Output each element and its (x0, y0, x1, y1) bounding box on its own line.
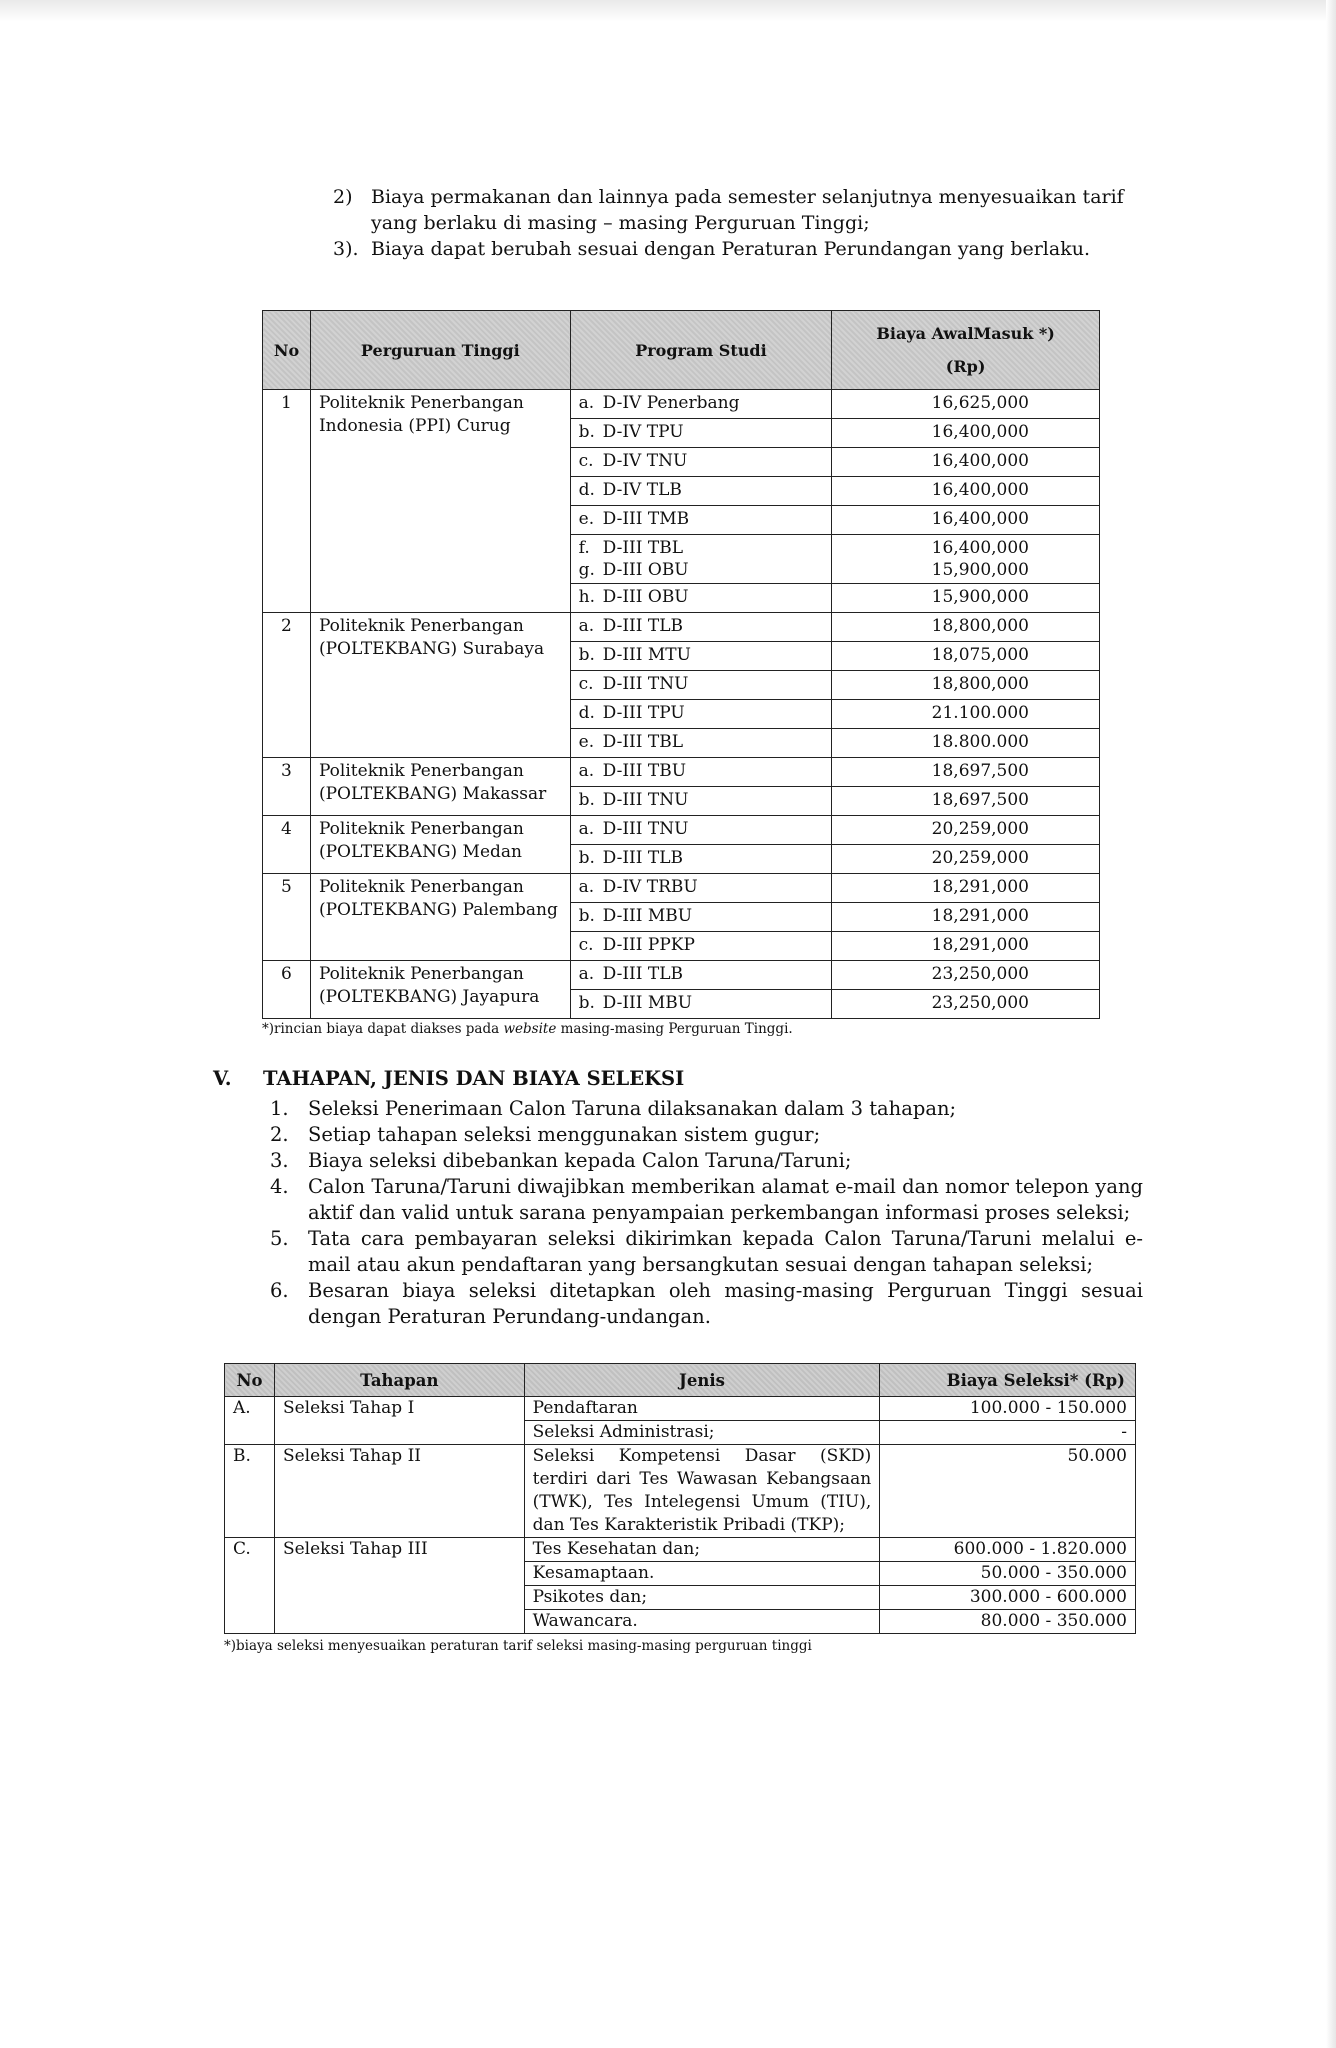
program-name: D-III MBU (602, 993, 693, 1013)
amount-value: 15,900,000 (931, 587, 1029, 607)
stage-number: B. (225, 1445, 275, 1538)
biaya-awal (832, 758, 1100, 787)
program-line (579, 934, 824, 956)
amount-value: 16,400,000 (931, 538, 1029, 558)
table-header-row (225, 1364, 1136, 1397)
selection-fee: 600.000 - 1.820.000 (880, 1538, 1136, 1562)
perguruan-tinggi: Politeknik Penerbangan Indonesia (PPI) Curug (310, 390, 570, 613)
header-biaya-label: Biaya AwalMasuk *) (876, 324, 1055, 343)
table2-footnote: *)biaya seleksi menyesuaikan peraturan tarif seleksi masing-masing perguruan tinggi (224, 1638, 812, 1654)
list-item-number: 3. (270, 1149, 289, 1172)
program-line (579, 392, 824, 414)
header-biaya (832, 311, 1100, 390)
program-studi (570, 961, 832, 990)
program-label: a. (578, 393, 595, 413)
amount-value: 15,900,000 (931, 560, 1029, 580)
table-header-row (263, 311, 1100, 390)
biaya-awal (832, 584, 1100, 613)
selection-fee-table (224, 1363, 1136, 1634)
table-row (263, 874, 1100, 903)
program-studi (570, 816, 832, 845)
list-item (270, 1122, 1143, 1148)
program-name: D-III TLB (602, 964, 684, 984)
amount-value: 23,250,000 (931, 964, 1029, 984)
header-perguruan-tinggi: Perguruan Tinggi (310, 311, 570, 390)
biaya-awal (832, 932, 1100, 961)
list-item-text: Calon Taruna/Taruni diwajibkan memberikan alamat e-mail dan nomor telepon yang aktif dan valid untuk sarana penyampaian perkembangan informasi proses seleksi; (308, 1175, 1143, 1224)
intro-item (333, 184, 1133, 236)
program-label: e. (578, 732, 595, 752)
amount-value: 18.800.000 (931, 732, 1029, 752)
biaya-awal (832, 990, 1100, 1019)
list-item (270, 1174, 1143, 1226)
perguruan-tinggi: Politeknik Penerbangan (POLTEKBANG) Jayapura (310, 961, 570, 1019)
program-studi (570, 642, 832, 671)
selection-type: Psikotes dan; (524, 1586, 880, 1610)
row-number: 5 (263, 874, 311, 961)
amount-value: 23,250,000 (931, 993, 1029, 1013)
program-name: D-IV TRBU (602, 877, 698, 897)
program-label: b. (578, 790, 595, 810)
amount-value: 18,075,000 (931, 645, 1029, 665)
table-row (225, 1445, 1136, 1538)
list-item-number: 2. (270, 1123, 289, 1146)
table-row (225, 1538, 1136, 1562)
program-line (579, 702, 824, 724)
biaya-awal (832, 613, 1100, 642)
perguruan-tinggi: Politeknik Penerbangan (POLTEKBANG) Palembang (310, 874, 570, 961)
program-name: D-III TBL (602, 538, 684, 558)
table-row (263, 390, 1100, 419)
biaya-awal (832, 448, 1100, 477)
biaya-awal (832, 816, 1100, 845)
section-heading: TAHAPAN, JENIS DAN BIAYA SELEKSI (263, 1067, 685, 1090)
intro-item-number: 3). (333, 238, 359, 260)
section-v (213, 1067, 1143, 1330)
program-line (579, 789, 824, 811)
selection-fee: 50.000 - 350.000 (880, 1562, 1136, 1586)
program-label: a. (578, 819, 595, 839)
program-name: D-III TLB (602, 848, 684, 868)
program-label: b. (578, 906, 595, 926)
program-name: D-III TLB (602, 616, 684, 636)
program-line (579, 760, 824, 782)
section-title (213, 1067, 1143, 1090)
program-studi (570, 990, 832, 1019)
table-row (263, 613, 1100, 642)
program-name: D-III TNU (602, 790, 689, 810)
program-name: D-III MBU (602, 906, 693, 926)
program-studi (570, 671, 832, 700)
selection-fee: 50.000 (880, 1445, 1136, 1538)
program-studi (570, 584, 832, 613)
program-name: D-III OBU (602, 587, 689, 607)
table-row (263, 961, 1100, 990)
program-label: a. (578, 877, 595, 897)
section-list (213, 1096, 1143, 1330)
program-line (579, 731, 824, 753)
stage-number: C. (225, 1538, 275, 1634)
program-label: b. (578, 993, 595, 1013)
selection-fee: 80.000 - 350.000 (880, 1610, 1136, 1634)
perguruan-tinggi: Politeknik Penerbangan (POLTEKBANG) Surabaya (310, 613, 570, 758)
list-item-number: 1. (270, 1097, 289, 1120)
biaya-awal (832, 700, 1100, 729)
amount-value: 18,291,000 (931, 877, 1029, 897)
selection-fee: 100.000 - 150.000 (880, 1397, 1136, 1421)
row-number: 3 (263, 758, 311, 816)
program-label: g. (578, 560, 595, 580)
program-line (579, 450, 824, 472)
program-studi (570, 787, 832, 816)
biaya-awal (832, 874, 1100, 903)
program-line (579, 479, 824, 501)
amount-value: 16,400,000 (931, 480, 1029, 500)
amount-value: 16,400,000 (931, 422, 1029, 442)
program-name: D-III TNU (602, 819, 689, 839)
row-number: 6 (263, 961, 311, 1019)
program-studi (570, 535, 832, 584)
list-item-text: Besaran biaya seleksi ditetapkan oleh masing-masing Perguruan Tinggi sesuai dengan Peraturan Perundang-undangan. (308, 1279, 1143, 1328)
list-item (270, 1096, 1143, 1122)
header-tahapan: Tahapan (274, 1364, 524, 1397)
perguruan-tinggi: Politeknik Penerbangan (POLTEKBANG) Medan (310, 816, 570, 874)
biaya-awal (832, 787, 1100, 816)
selection-type: Wawancara. (524, 1610, 880, 1634)
program-name: D-III TBL (602, 732, 684, 752)
header-biaya-seleksi: Biaya Seleksi* (Rp) (880, 1364, 1136, 1397)
program-label: c. (578, 674, 594, 694)
selection-type: Kesamaptaan. (524, 1562, 880, 1586)
program-line (579, 559, 824, 581)
header-program-studi: Program Studi (570, 311, 832, 390)
program-label: b. (578, 422, 595, 442)
list-item-number: 6. (270, 1279, 289, 1302)
program-label: e. (578, 509, 595, 529)
program-label: d. (578, 703, 595, 723)
program-label: a. (578, 964, 595, 984)
biaya-awal (832, 390, 1100, 419)
amount-value: 18,800,000 (931, 674, 1029, 694)
program-label: b. (578, 645, 595, 665)
program-label: d. (578, 480, 595, 500)
program-studi (570, 932, 832, 961)
program-name: D-III TPU (602, 703, 685, 723)
intro-list (333, 184, 1133, 262)
biaya-awal (832, 671, 1100, 700)
program-studi (570, 390, 832, 419)
program-line (579, 818, 824, 840)
selection-type: Pendaftaran (524, 1397, 880, 1421)
program-line (579, 586, 824, 608)
program-name: D-IV TPU (602, 422, 684, 442)
program-line (579, 508, 824, 530)
list-item-text: Biaya seleksi dibebankan kepada Calon Taruna/Taruni; (308, 1149, 852, 1172)
biaya-awal (832, 506, 1100, 535)
footnote-pre: *)rincian biaya dapat diakses pada (262, 1021, 504, 1037)
row-number: 4 (263, 816, 311, 874)
stage-name: Seleksi Tahap III (274, 1538, 524, 1634)
program-label: f. (578, 538, 590, 558)
stage-name: Seleksi Tahap I (274, 1397, 524, 1445)
program-line (579, 421, 824, 443)
section-number: V. (213, 1067, 232, 1090)
amount-value: 16,400,000 (931, 509, 1029, 529)
program-name: D-IV TNU (602, 451, 688, 471)
header-no: No (225, 1364, 275, 1397)
stage-number: A. (225, 1397, 275, 1445)
intro-item-text: Biaya dapat berubah sesuai dengan Peraturan Perundangan yang berlaku. (371, 238, 1091, 260)
program-studi (570, 506, 832, 535)
intro-item-text: Biaya permakanan dan lainnya pada semester selanjutnya menyesuaikan tarif yang berlaku di masing – masing Perguruan Tinggi; (371, 186, 1124, 234)
amount-value: 18,697,500 (931, 761, 1029, 781)
program-label: a. (578, 616, 595, 636)
program-studi (570, 874, 832, 903)
selection-fee: - (880, 1421, 1136, 1445)
amount-value: 18,291,000 (931, 935, 1029, 955)
footnote-post: masing-masing Perguruan Tinggi. (556, 1021, 793, 1037)
amount-value: 18,697,500 (931, 790, 1029, 810)
biaya-awal (832, 845, 1100, 874)
amount-value: 18,291,000 (931, 906, 1029, 926)
program-studi (570, 700, 832, 729)
amount-value: 16,625,000 (931, 393, 1029, 413)
program-name: D-IV TLB (602, 480, 682, 500)
program-line (579, 905, 824, 927)
biaya-awal (832, 961, 1100, 990)
selection-fee-body (225, 1397, 1136, 1634)
program-line (579, 992, 824, 1014)
biaya-awal (832, 729, 1100, 758)
list-item (270, 1148, 1143, 1174)
program-line (579, 615, 824, 637)
perguruan-tinggi: Politeknik Penerbangan (POLTEKBANG) Makassar (310, 758, 570, 816)
list-item-number: 4. (270, 1175, 289, 1198)
table1-footnote (262, 1021, 793, 1037)
program-studi (570, 613, 832, 642)
program-studi (570, 729, 832, 758)
list-item-text: Seleksi Penerimaan Calon Taruna dilaksanakan dalam 3 tahapan; (308, 1097, 957, 1120)
biaya-awal (832, 642, 1100, 671)
table-row (263, 758, 1100, 787)
biaya-awal (832, 535, 1100, 584)
list-item-number: 5. (270, 1227, 289, 1250)
row-number: 2 (263, 613, 311, 758)
program-name: D-III TMB (602, 509, 690, 529)
selection-type: Tes Kesehatan dan; (524, 1538, 880, 1562)
intro-item-number: 2) (333, 186, 353, 208)
program-studi (570, 448, 832, 477)
biaya-awal (832, 903, 1100, 932)
header-jenis: Jenis (524, 1364, 880, 1397)
program-studi (570, 419, 832, 448)
list-item-text: Tata cara pembayaran seleksi dikirimkan kepada Calon Taruna/Taruni melalui e-mail atau akun pendaftaran yang bersangkutan sesuai dengan tahapan seleksi; (308, 1227, 1143, 1276)
program-label: a. (578, 761, 595, 781)
selection-type: Seleksi Kompetensi Dasar (SKD) terdiri dari Tes Wawasan Kebangsaan (TWK), Tes Intelegensi Umum (TIU), dan Tes Karakteristik Pribadi (TKP); (524, 1445, 880, 1538)
program-studi (570, 758, 832, 787)
program-label: h. (578, 587, 595, 607)
program-name: D-III TBU (602, 761, 687, 781)
intro-item (333, 236, 1133, 262)
program-line (579, 876, 824, 898)
header-no: No (263, 311, 311, 390)
amount-value: 20,259,000 (931, 848, 1029, 868)
program-name: D-III MTU (602, 645, 691, 665)
amount-value: 18,800,000 (931, 616, 1029, 636)
row-number: 1 (263, 390, 311, 613)
program-line (579, 847, 824, 869)
program-line (579, 644, 824, 666)
table-row (225, 1397, 1136, 1421)
footnote-emphasis: website (503, 1021, 557, 1037)
header-biaya-unit: (Rp) (945, 357, 986, 376)
stage-name: Seleksi Tahap II (274, 1445, 524, 1538)
program-label: c. (578, 451, 594, 471)
program-studi (570, 845, 832, 874)
program-line (579, 963, 824, 985)
program-name: D-III TNU (602, 674, 689, 694)
amount-value: 20,259,000 (931, 819, 1029, 839)
table-row (263, 816, 1100, 845)
program-name: D-III PPKP (602, 935, 695, 955)
program-line (579, 537, 824, 559)
admission-fee-table (262, 310, 1100, 1019)
program-name: D-IV Penerbang (602, 393, 740, 413)
selection-fee: 300.000 - 600.000 (880, 1586, 1136, 1610)
amount-value: 16,400,000 (931, 451, 1029, 471)
list-item-text: Setiap tahapan seleksi menggunakan sistem gugur; (308, 1123, 821, 1146)
biaya-awal (832, 477, 1100, 506)
program-studi (570, 903, 832, 932)
program-line (579, 673, 824, 695)
biaya-awal (832, 419, 1100, 448)
program-label: b. (578, 848, 595, 868)
selection-type: Seleksi Administrasi; (524, 1421, 880, 1445)
list-item (270, 1278, 1143, 1330)
amount-value: 21.100.000 (931, 703, 1029, 723)
program-name: D-III OBU (602, 560, 689, 580)
program-studi (570, 477, 832, 506)
list-item (270, 1226, 1143, 1278)
program-label: c. (578, 935, 594, 955)
admission-fee-body (263, 390, 1100, 1019)
